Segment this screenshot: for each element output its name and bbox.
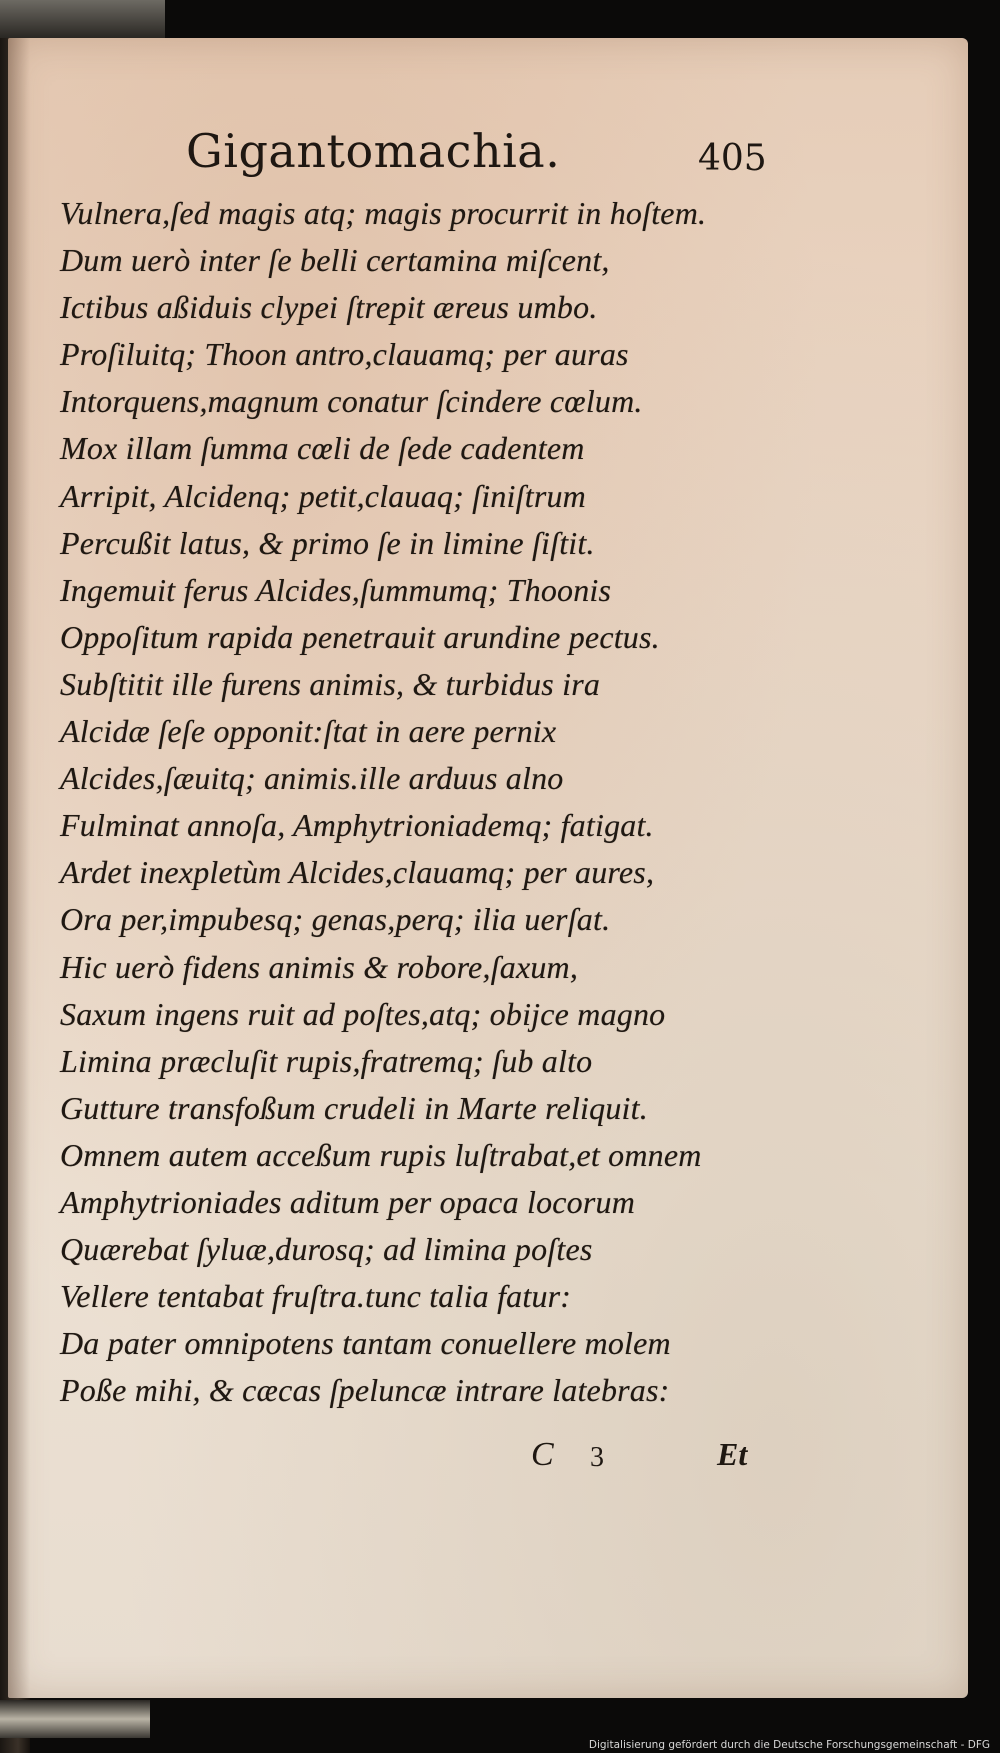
verse-line: Alcidæ ſeſe opponit:ſtat in aere pernix <box>60 713 557 750</box>
verse-line: Ictibus aßiduis clypei ſtrepit æreus umbo. <box>60 289 598 326</box>
verse-line: Intorquens,magnum conatur ſcindere cœlum. <box>60 383 643 420</box>
verse-line: Oppoſitum rapida penetrauit arundine pectus. <box>60 618 660 655</box>
page-number: 405 <box>698 138 767 179</box>
binding-clip-top <box>0 0 165 38</box>
running-title: Gigantomachia. <box>186 124 561 178</box>
verse-line: Gutture transfoßum crudeli in Marte reliquit. <box>60 1089 648 1126</box>
verse-line: Arripit, Alcidenq; petit,clauaq; ſiniſtrum <box>60 477 586 514</box>
digitization-credit: Digitalisierung gefördert durch die Deutsche Forschungsgemeinschaft - DFG <box>588 1739 990 1751</box>
catchword: Et <box>717 1436 748 1472</box>
verse-line: Vulnera,ſed magis atq; magis procurrit in hoſtem. <box>60 195 707 231</box>
verse-line: Da pater omnipotens tantam conuellere molem <box>60 1325 671 1362</box>
verse-line: Ingemuit ferus Alcides,ſummumq; Thoonis <box>60 571 612 608</box>
verse-line: Alcides,ſæuitq; animis.ille arduus alno <box>60 760 564 797</box>
verse-line: Quærebat ſyluæ,durosq; ad limina poſtes <box>60 1231 593 1268</box>
verse-line: Ardet inexpletùm Alcides,clauamq; per aures, <box>60 854 655 891</box>
verse-line: Mox illam ſumma cœli de ſede cadentem <box>60 430 585 467</box>
verse-line: Hic uerò fidens animis & robore,ſaxum, <box>60 948 579 985</box>
verse-block <box>60 190 940 1414</box>
signature-mark-letter: C <box>531 1436 554 1473</box>
verse-line: Poße mihi, & cæcas ſpeluncæ intrare latebras: <box>60 1372 670 1409</box>
verse-line: Proſiluitq; Thoon antro,clauamq; per auras <box>60 336 629 373</box>
signature-mark-number: 3 <box>590 1442 604 1473</box>
verse-line: Fulminat annoſa, Amphytrioniademq; fatigat. <box>60 807 654 844</box>
verse-line: Omnem autem acceßum rupis luſtrabat,et omnem <box>60 1136 702 1173</box>
verse-line: Dum uerò inter ſe belli certamina miſcent, <box>60 242 610 279</box>
verse-line: Ora per,impubesq; genas,perq; ilia uerſat. <box>60 901 611 938</box>
binding-clip-bottom <box>0 1700 150 1738</box>
verse-line: Saxum ingens ruit ad poſtes,atq; obijce magno <box>60 995 666 1032</box>
verse-line: Limina præcluſit rupis,fratremq; ſub alto <box>60 1042 593 1079</box>
verse-line: Amphytrioniades aditum per opaca locorum <box>60 1183 636 1220</box>
book-page <box>8 38 968 1698</box>
verse-line: Subſtitit ille furens animis, & turbidus ira <box>60 665 601 702</box>
verse-line: Percußit latus, & primo ſe in limine ſiſtit. <box>60 524 595 561</box>
verse-line: Vellere tentabat fruſtra.tunc talia fatur: <box>60 1278 572 1315</box>
